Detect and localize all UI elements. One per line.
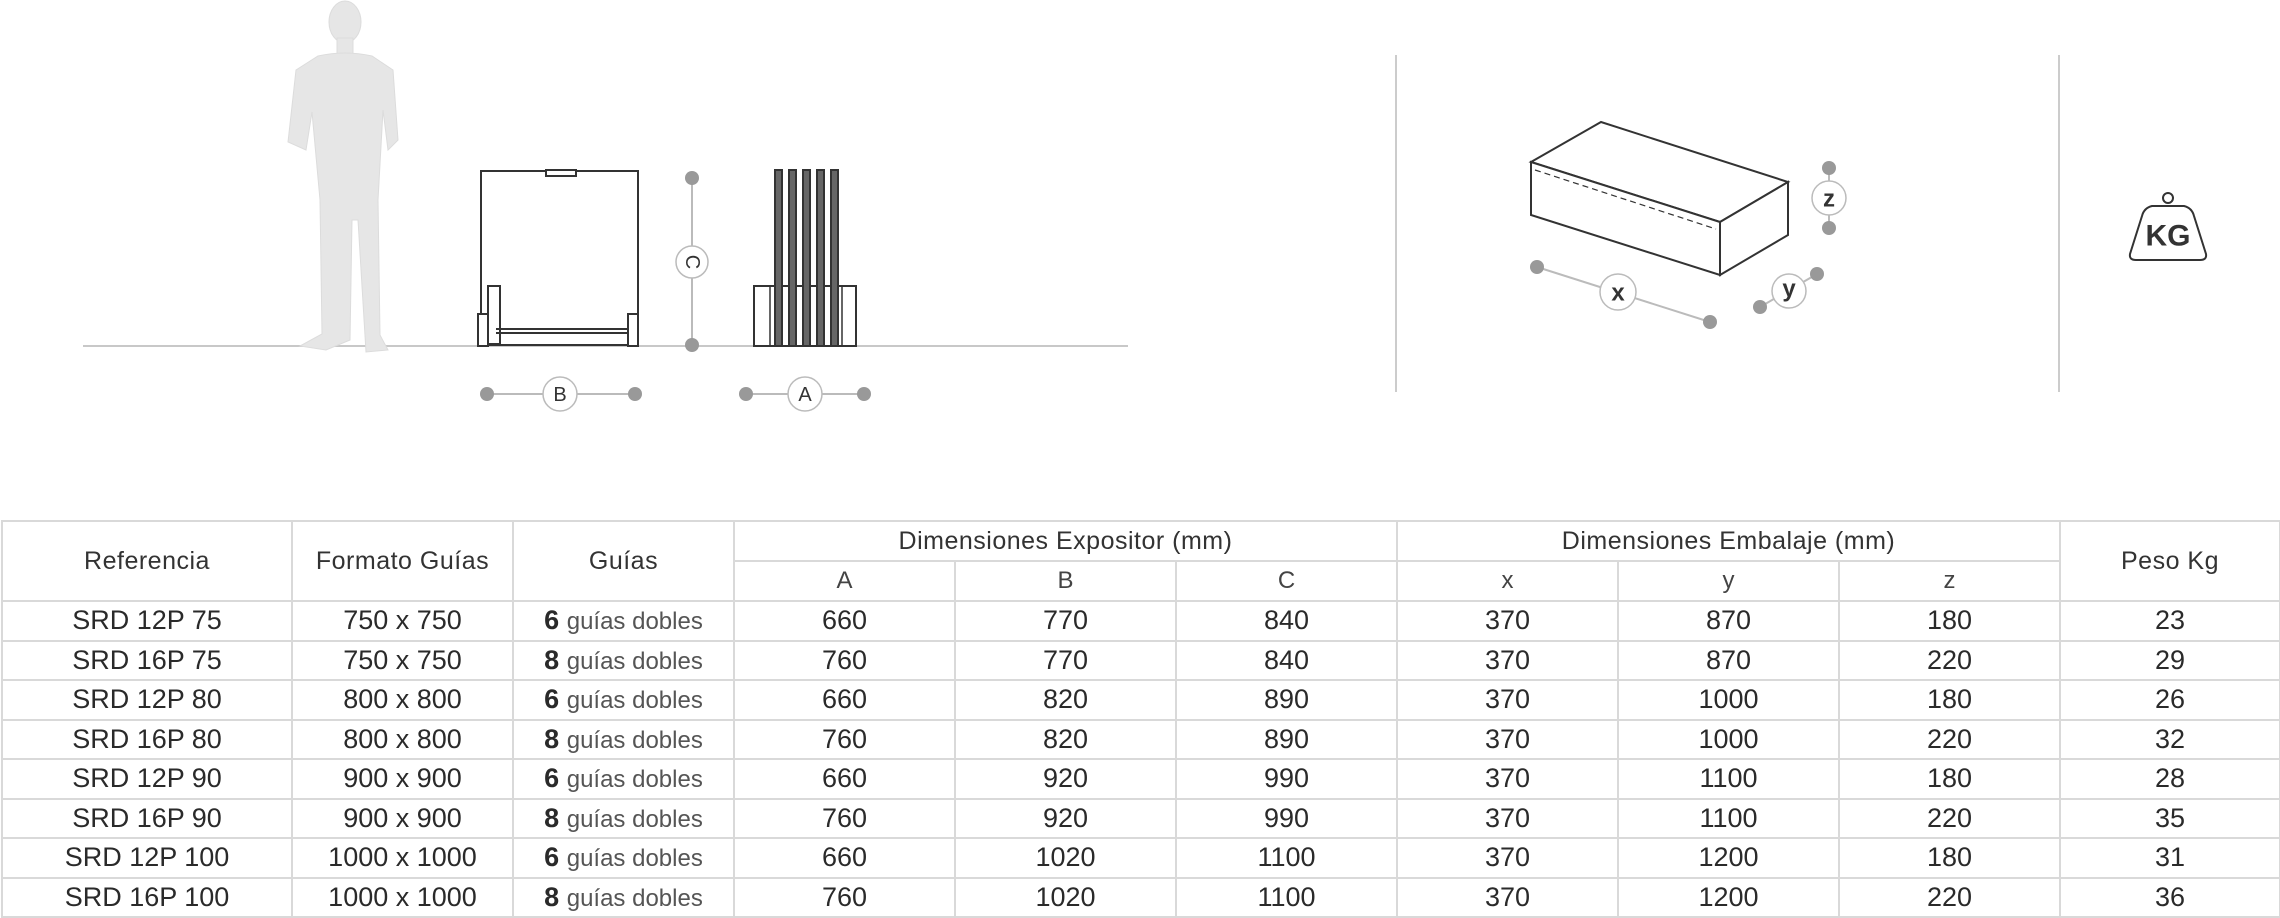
guias-type: guías dobles [566, 687, 703, 715]
subheader-c: C [1176, 561, 1397, 601]
cell-a: 660 [734, 680, 955, 720]
cell-y: 1000 [1618, 680, 1839, 720]
cell-formato: 750 x 750 [292, 601, 513, 641]
cell-peso: 23 [2060, 601, 2280, 641]
cell-referencia: SRD 16P 75 [2, 641, 292, 681]
dim-label-c: C [681, 254, 703, 270]
cell-z: 180 [1839, 759, 2060, 799]
cell-a: 760 [734, 641, 955, 681]
table-row [2, 878, 2280, 918]
guias-type: guías dobles [566, 884, 703, 912]
guias-type: guías dobles [566, 647, 703, 675]
cell-guias [513, 838, 734, 878]
table-row [2, 759, 2280, 799]
cell-peso: 35 [2060, 799, 2280, 839]
cell-a: 760 [734, 799, 955, 839]
cell-guias [513, 601, 734, 641]
cell-b: 820 [955, 720, 1176, 760]
cell-y: 1200 [1618, 838, 1839, 878]
guias-count: 8 [544, 644, 560, 675]
cell-guias [513, 799, 734, 839]
cell-x: 370 [1397, 720, 1618, 760]
dimension-z [1812, 161, 1846, 235]
cell-a: 760 [734, 878, 955, 918]
table-row [2, 680, 2280, 720]
subheader-z: z [1839, 561, 2060, 601]
cell-z: 220 [1839, 641, 2060, 681]
header-dimensiones-expositor: Dimensiones Expositor (mm) [734, 521, 1397, 561]
guias-type: guías dobles [566, 608, 703, 636]
cell-guias [513, 878, 734, 918]
cell-y: 1100 [1618, 799, 1839, 839]
cell-a: 660 [734, 601, 955, 641]
subheader-b: B [955, 561, 1176, 601]
cell-y: 1000 [1618, 720, 1839, 760]
cell-guias [513, 680, 734, 720]
dimension-x [1530, 260, 1717, 329]
header-dimensiones-embalaje: Dimensiones Embalaje (mm) [1397, 521, 2060, 561]
cell-peso: 32 [2060, 720, 2280, 760]
table-row [2, 799, 2280, 839]
cell-y: 1100 [1618, 759, 1839, 799]
cell-referencia: SRD 12P 90 [2, 759, 292, 799]
display-front-view-icon [754, 170, 856, 346]
guias-type: guías dobles [566, 845, 703, 873]
subheader-a: A [734, 561, 955, 601]
cell-peso: 29 [2060, 641, 2280, 681]
guias-count: 6 [544, 842, 560, 873]
cell-x: 370 [1397, 838, 1618, 878]
cell-c: 890 [1176, 720, 1397, 760]
cell-z: 180 [1839, 680, 2060, 720]
cell-z: 220 [1839, 878, 2060, 918]
cell-x: 370 [1397, 799, 1618, 839]
header-guias: Guías [513, 521, 734, 601]
package-box-icon [1531, 122, 1788, 275]
header-peso: Peso Kg [2060, 521, 2280, 601]
cell-z: 220 [1839, 799, 2060, 839]
dim-label-b: B [553, 384, 567, 406]
cell-peso: 31 [2060, 838, 2280, 878]
cell-formato: 800 x 800 [292, 680, 513, 720]
person-silhouette-icon [288, 1, 398, 352]
guias-count: 8 [544, 723, 560, 754]
cell-z: 220 [1839, 720, 2060, 760]
cell-b: 820 [955, 680, 1176, 720]
guias-count: 6 [544, 763, 560, 794]
cell-y: 1200 [1618, 878, 1839, 918]
dimension-y [1753, 267, 1824, 314]
cell-formato: 900 x 900 [292, 759, 513, 799]
guias-count: 6 [544, 684, 560, 715]
cell-c: 1100 [1176, 838, 1397, 878]
cell-z: 180 [1839, 601, 2060, 641]
cell-formato: 900 x 900 [292, 799, 513, 839]
cell-guias [513, 720, 734, 760]
cell-a: 660 [734, 759, 955, 799]
cell-a: 760 [734, 720, 955, 760]
table-row [2, 601, 2280, 641]
cell-c: 890 [1176, 680, 1397, 720]
cell-referencia: SRD 16P 80 [2, 720, 292, 760]
cell-referencia: SRD 12P 75 [2, 601, 292, 641]
cell-x: 370 [1397, 759, 1618, 799]
cell-formato: 800 x 800 [292, 720, 513, 760]
cell-x: 370 [1397, 601, 1618, 641]
header-formato: Formato Guías [292, 521, 513, 601]
guias-type: guías dobles [566, 766, 703, 794]
cell-guias [513, 759, 734, 799]
weight-kg-label: KG [2145, 219, 2191, 253]
cell-referencia: SRD 16P 100 [2, 878, 292, 918]
cell-c: 840 [1176, 601, 1397, 641]
cell-formato: 1000 x 1000 [292, 838, 513, 878]
cell-c: 990 [1176, 799, 1397, 839]
dim-label-a: A [798, 384, 812, 406]
cell-c: 990 [1176, 759, 1397, 799]
cell-peso: 36 [2060, 878, 2280, 918]
cell-formato: 1000 x 1000 [292, 878, 513, 918]
cell-b: 920 [955, 799, 1176, 839]
table-row [2, 838, 2280, 878]
cell-b: 1020 [955, 838, 1176, 878]
cell-a: 660 [734, 838, 955, 878]
dimension-b [480, 377, 642, 411]
cell-y: 870 [1618, 601, 1839, 641]
cell-guias [513, 641, 734, 681]
cell-peso: 28 [2060, 759, 2280, 799]
cell-c: 1100 [1176, 878, 1397, 918]
dim-label-x: x [1611, 279, 1625, 307]
guias-count: 8 [544, 802, 560, 833]
header-referencia: Referencia [2, 521, 292, 601]
cell-c: 840 [1176, 641, 1397, 681]
cell-referencia: SRD 16P 90 [2, 799, 292, 839]
cell-b: 1020 [955, 878, 1176, 918]
cell-peso: 26 [2060, 680, 2280, 720]
cell-formato: 750 x 750 [292, 641, 513, 681]
display-side-view-icon [478, 170, 638, 346]
cell-referencia: SRD 12P 80 [2, 680, 292, 720]
subheader-y: y [1618, 561, 1839, 601]
cell-referencia: SRD 12P 100 [2, 838, 292, 878]
table-row [2, 720, 2280, 760]
cell-x: 370 [1397, 641, 1618, 681]
cell-b: 920 [955, 759, 1176, 799]
guias-count: 8 [544, 881, 560, 912]
dim-label-y: y [1782, 275, 1796, 303]
dimension-a [739, 377, 871, 411]
guias-count: 6 [544, 605, 560, 636]
guias-type: guías dobles [566, 805, 703, 833]
weight-kg-icon [2130, 193, 2206, 260]
cell-y: 870 [1618, 641, 1839, 681]
cell-x: 370 [1397, 878, 1618, 918]
table-row [2, 641, 2280, 681]
dimension-c [676, 171, 708, 352]
cell-x: 370 [1397, 680, 1618, 720]
guias-type: guías dobles [566, 726, 703, 754]
cell-z: 180 [1839, 838, 2060, 878]
cell-b: 770 [955, 641, 1176, 681]
subheader-x: x [1397, 561, 1618, 601]
dim-label-z: z [1823, 185, 1835, 213]
spec-table [1, 520, 2280, 918]
cell-b: 770 [955, 601, 1176, 641]
